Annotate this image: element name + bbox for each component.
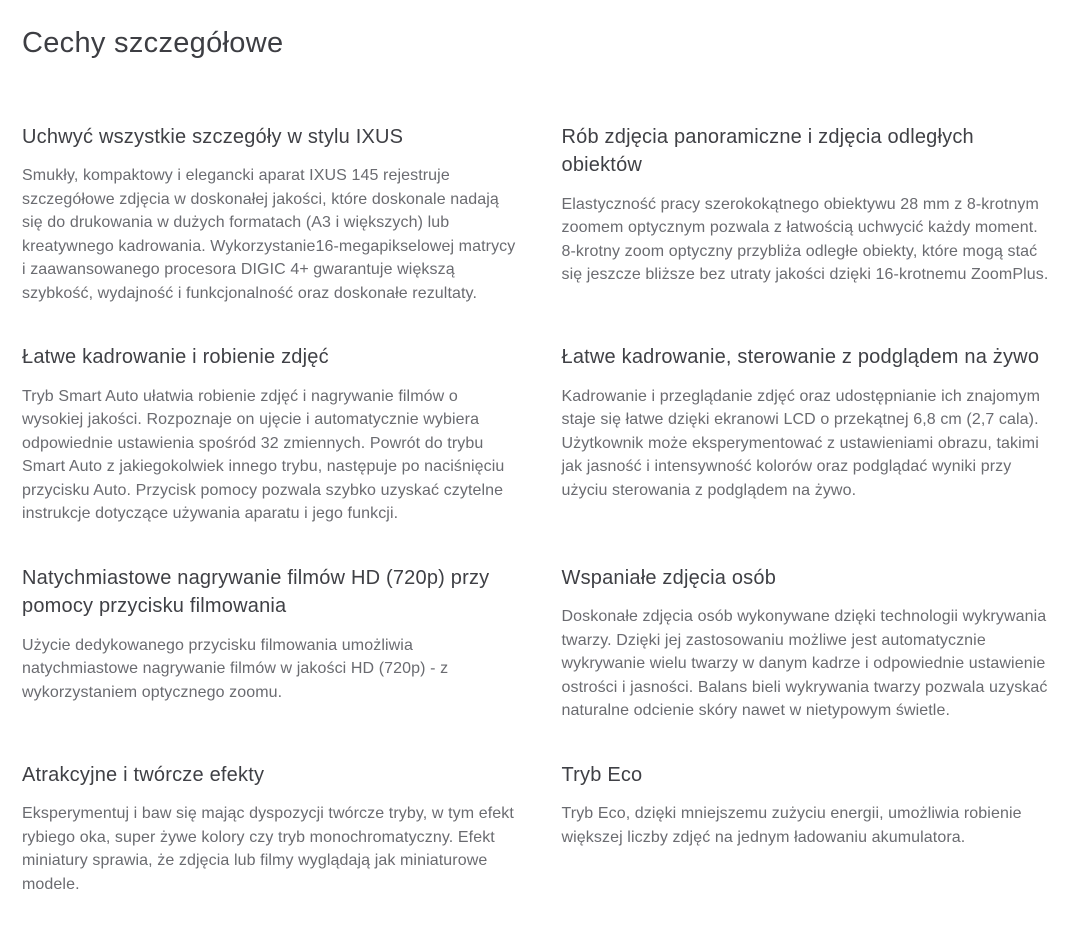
feature-heading: Łatwe kadrowanie, sterowanie z podglądem na żywo: [561, 346, 1040, 369]
feature-body: Kadrowanie i przeglądanie zdjęć oraz udostępnianie ich znajomym staje się łatwe dzięki ekranowi LCD o przekątnej 6,8 cm (2,7 cala). Użytkownik może eksperymentować z ustawieniami obrazu, takimi jak jasność i intensywność kolorów oraz podglądać wyniki przy użyciu sterowania z podglądem na żywo.: [561, 387, 1041, 499]
feature-heading: Rób zdjęcia panoramiczne i zdjęcia odległych obiektów: [561, 125, 974, 177]
feature-section-live-view-control: [562, 343, 1056, 502]
feature-section-capture-ixus-style: [22, 123, 516, 305]
feature-section-easy-framing-shooting: [22, 343, 516, 525]
feature-body: Doskonałe zdjęcia osób wykonywane dzięki technologii wykrywania twarzy. Dzięki jej zastosowaniu możliwe jest automatycznie wykrywanie wielu twarzy w danym kadrze i odpowiednie ustawienie ostrości i jasności. Balans bieli wykrywania twarzy pozwala uzyskać naturalne odcienie skóry nawet w nietypowym świetle.: [561, 608, 1048, 720]
feature-section-panoramic-distant: [562, 123, 1056, 287]
feature-body: Eksperymentuj i baw się mając dyspozycji twórcze tryby, w tym efekt rybiego oka, super żywe kolory czy tryb monochromatyczny. Efekt miniatury sprawia, że zdjęcia lub filmy wyglądają jak miniaturowe modele.: [22, 805, 514, 893]
feature-section-hd-movie-button: [22, 564, 516, 704]
feature-heading: Natychmiastowe nagrywanie filmów HD (720p) przy pomocy przycisku filmowania: [22, 566, 490, 618]
feature-body: Tryb Smart Auto ułatwia robienie zdjęć i nagrywanie filmów o wysokiej jakości. Rozpoznaje on ujęcie i automatycznie wybiera odpowiednie ustawienia spośród 32 zmiennych. Powrót do trybu Smart Auto z jakiegokolwiek innego trybu, następuje po naciśnięciu przycisku Auto. Przycisk pomocy pozwala szybko uzyskać czytelne instrukcje dotyczące używania aparatu i jego funkcji.: [22, 387, 505, 523]
features-grid: [22, 123, 1055, 896]
feature-heading: Atrakcyjne i twórcze efekty: [22, 763, 265, 786]
feature-body: Smukły, kompaktowy i elegancki aparat IXUS 145 rejestruje szczegółowe zdjęcia w doskonałej jakości, które doskonale nadają się do drukowania w dużych formatach (A3 i większych) lub kreatywnego kadrowania. Wykorzystanie16-megapikselowej matrycy i zaawansowanego procesora DIGIC 4+ gwarantuje większą szybkość, wydajność i funkcjonalność oraz doskonałe rezultaty.: [22, 167, 516, 302]
feature-section-eco-mode: [562, 761, 1056, 849]
feature-section-great-people-shots: [562, 564, 1056, 723]
feature-body: Użycie dedykowanego przycisku filmowania umożliwia natychmiastowe nagrywanie filmów w jakości HD (720p) - z wykorzystaniem optycznego zoomu.: [22, 636, 449, 701]
page-title: Cechy szczegółowe: [22, 27, 284, 59]
feature-body: Elastyczność pracy szerokokątnego obiektywu 28 mm z 8-krotnym zoomem optycznym pozwala z łatwością uchwycić każdy moment. 8-krotny zoom optyczny przybliża odległe obiekty, które mogą stać się jeszcze bliższe bez utraty jakości dzięki 16-krotnemu ZoomPlus.: [561, 195, 1049, 284]
feature-body: Tryb Eco, dzięki mniejszemu zużyciu energii, umożliwia robienie większej liczby zdjęć na jednym ładowaniu akumulatora.: [561, 805, 1022, 846]
feature-heading: Tryb Eco: [561, 763, 643, 786]
feature-heading: Uchwyć wszystkie szczegóły w stylu IXUS: [22, 125, 404, 148]
feature-heading: Wspaniałe zdjęcia osób: [561, 566, 777, 589]
feature-section-creative-effects: [22, 761, 516, 896]
feature-heading: Łatwe kadrowanie i robienie zdjęć: [22, 346, 329, 369]
